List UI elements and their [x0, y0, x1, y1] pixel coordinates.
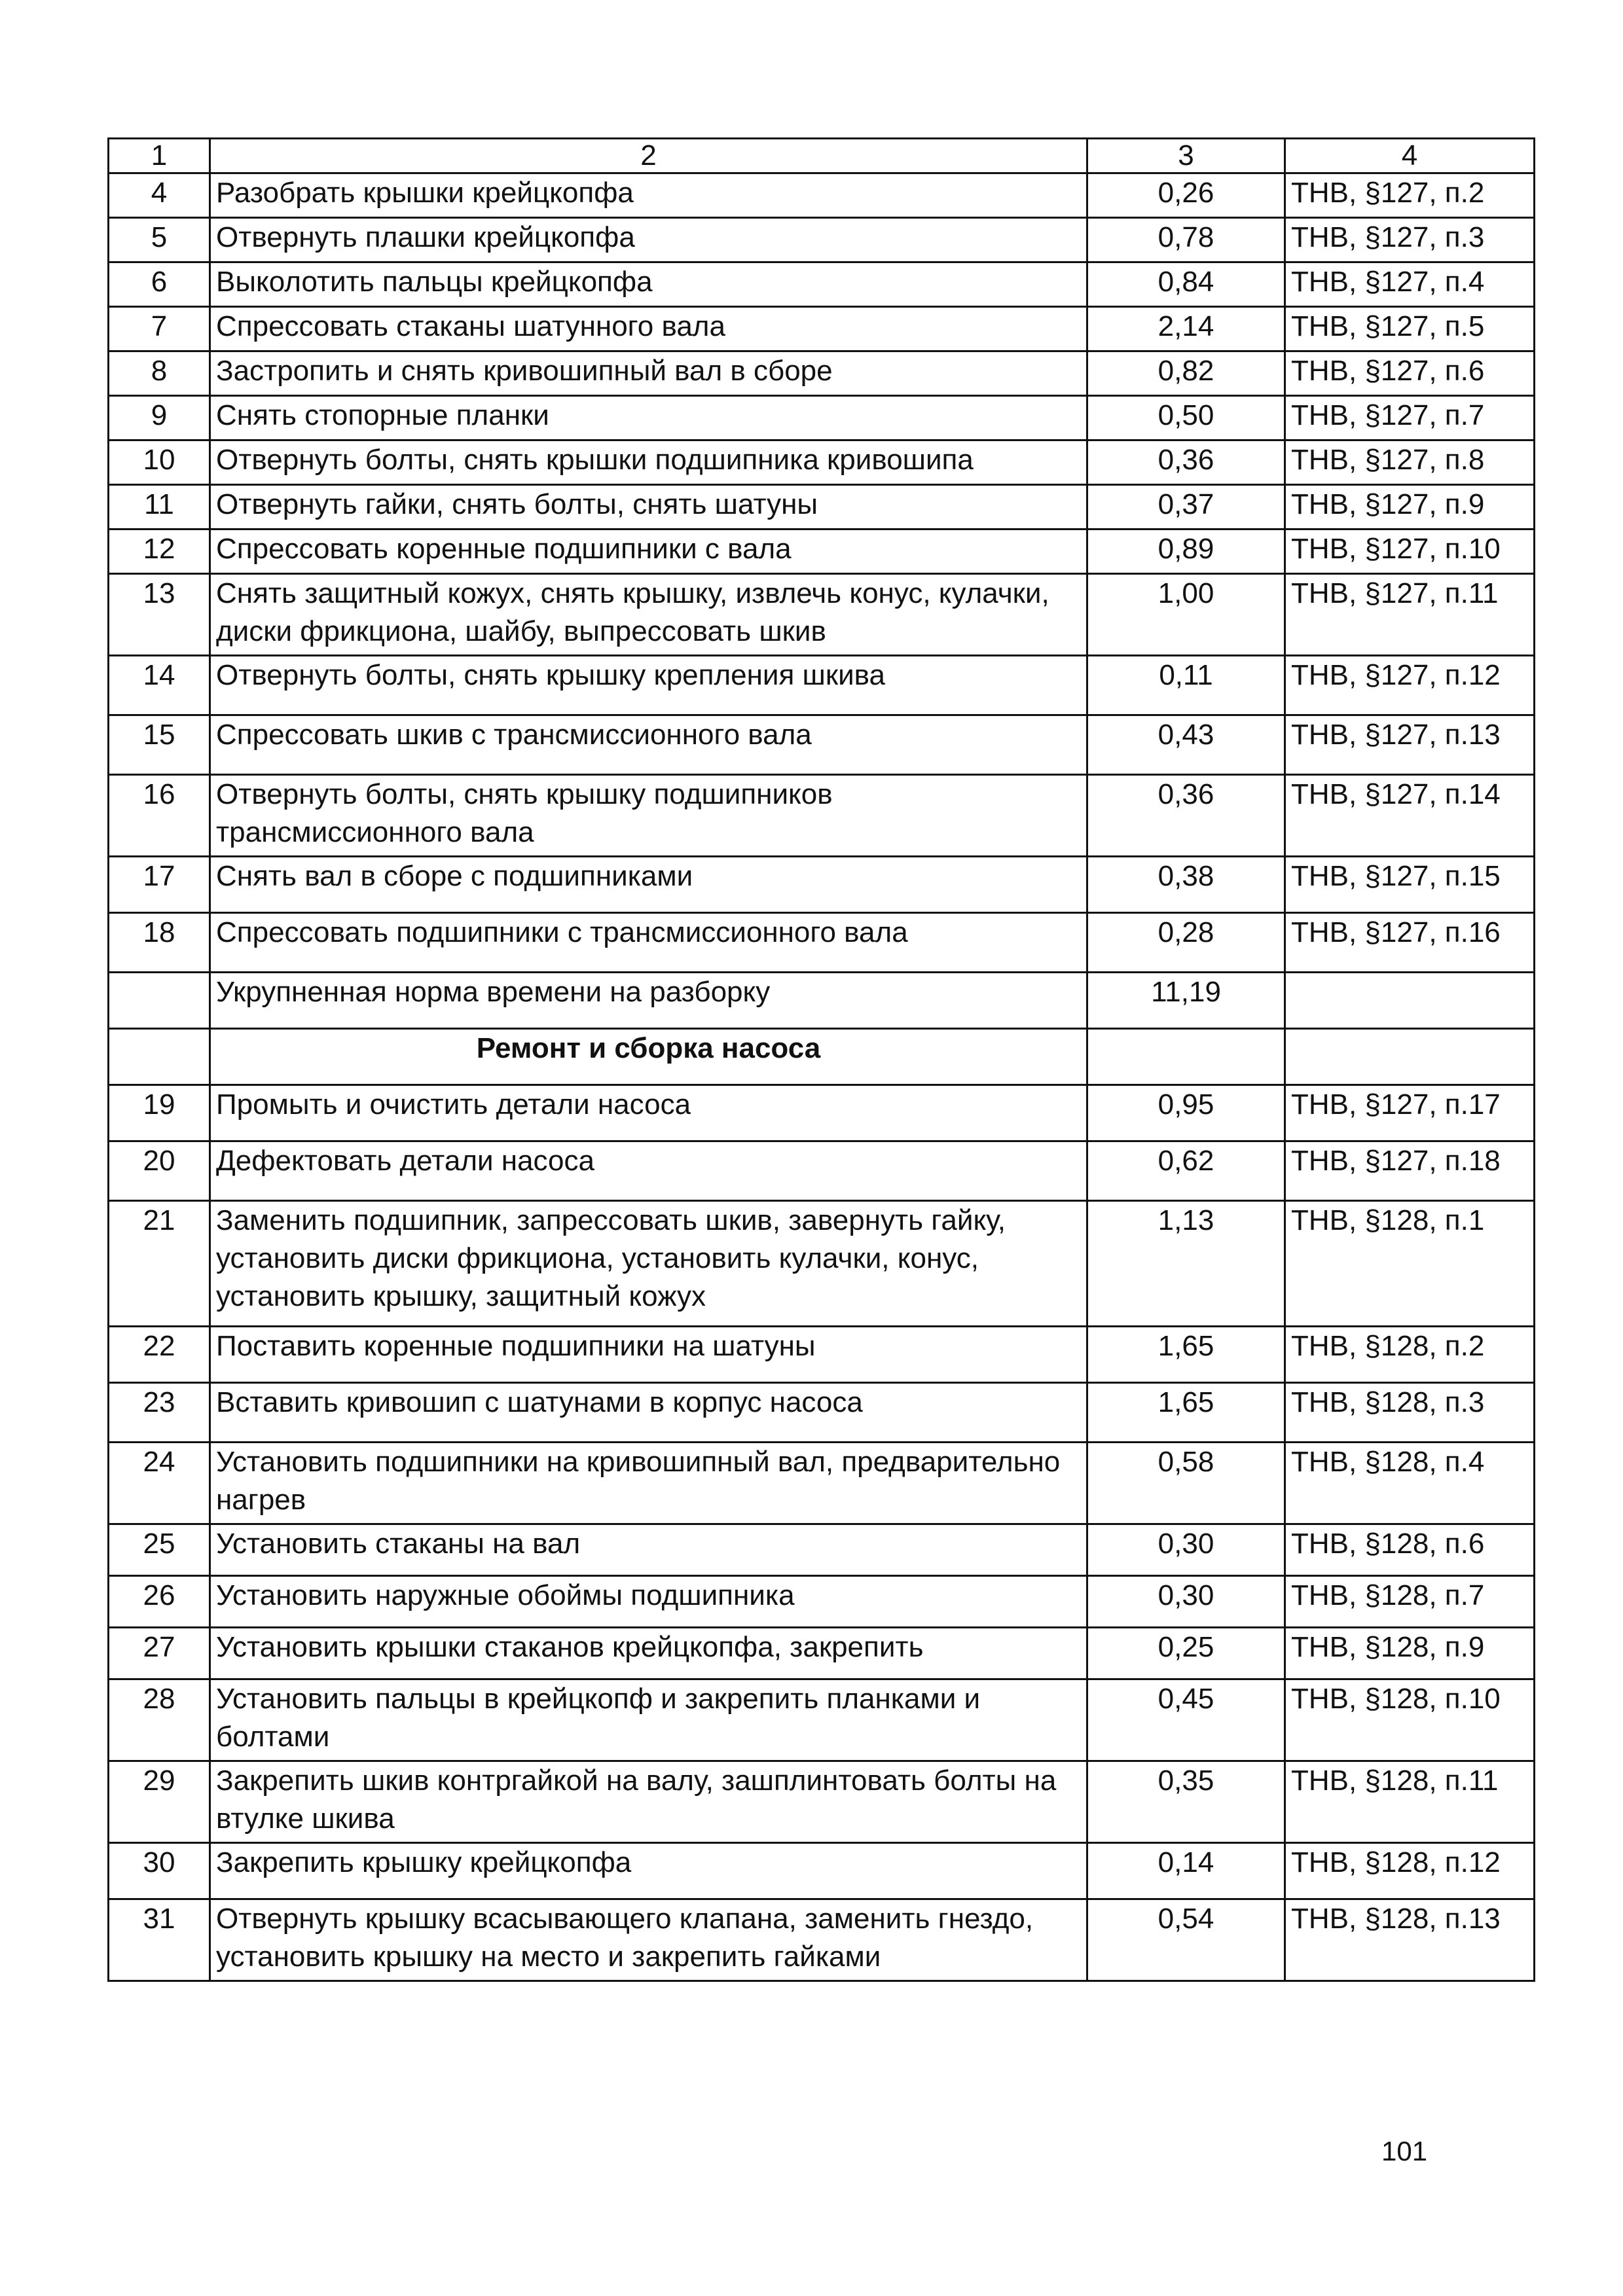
total-empty-cell	[109, 973, 210, 1029]
row-number: 6	[109, 262, 210, 307]
operation-text: Заменить подшипник, запрессовать шкив, завернуть гайку, установить диски фрикциона, установить кулачки, конус, установить крышку, защитный кожух	[210, 1201, 1087, 1327]
time-norm: 0,36	[1087, 440, 1285, 485]
table-row	[109, 529, 1535, 574]
row-number: 7	[109, 307, 210, 351]
table-row	[109, 307, 1535, 351]
table-row	[109, 1383, 1535, 1443]
page-number: 101	[1381, 2136, 1428, 2166]
operation-text: Закрепить шкив контргайкой на валу, зашплинтовать болты на втулке шкива	[210, 1761, 1087, 1843]
time-norm: 0,14	[1087, 1843, 1285, 1899]
table-row	[109, 218, 1535, 262]
operation-text: Спрессовать подшипники с трансмиссионного вала	[210, 913, 1087, 973]
table-row	[109, 715, 1535, 775]
operation-text: Дефектовать детали насоса	[210, 1141, 1087, 1201]
table-row	[109, 1761, 1535, 1843]
time-norm: 0,35	[1087, 1761, 1285, 1843]
norm-reference: ТНВ, §127, п.17	[1285, 1085, 1535, 1141]
table-row	[109, 574, 1535, 656]
row-number: 11	[109, 485, 210, 529]
table-row	[109, 656, 1535, 715]
row-number: 9	[109, 396, 210, 440]
table-row	[109, 485, 1535, 529]
row-number: 12	[109, 529, 210, 574]
table-row	[109, 396, 1535, 440]
operation-text: Выколотить пальцы крейцкопфа	[210, 262, 1087, 307]
time-norm: 0,78	[1087, 218, 1285, 262]
norm-reference: ТНВ, §127, п.13	[1285, 715, 1535, 775]
table-row	[109, 1201, 1535, 1327]
table-row	[109, 173, 1535, 218]
operation-text: Отвернуть плашки крейцкопфа	[210, 218, 1087, 262]
row-number: 24	[109, 1443, 210, 1524]
row-number: 28	[109, 1679, 210, 1761]
column-number-3: 3	[1087, 139, 1285, 173]
operation-text: Отвернуть болты, снять крышку крепления шкива	[210, 656, 1087, 715]
table-row	[109, 1576, 1535, 1628]
time-norms-table	[107, 137, 1535, 1982]
operation-text: Закрепить крышку крейцкопфа	[210, 1843, 1087, 1899]
time-norm: 2,14	[1087, 307, 1285, 351]
table-row	[109, 1843, 1535, 1899]
operation-text: Застропить и снять кривошипный вал в сборе	[210, 351, 1087, 396]
time-norm: 0,45	[1087, 1679, 1285, 1761]
row-number: 30	[109, 1843, 210, 1899]
norm-reference: ТНВ, §128, п.10	[1285, 1679, 1535, 1761]
row-number: 14	[109, 656, 210, 715]
time-norm: 0,36	[1087, 775, 1285, 857]
row-number: 4	[109, 173, 210, 218]
table-row	[109, 351, 1535, 396]
operation-text: Установить пальцы в крейцкопф и закрепить планками и болтами	[210, 1679, 1087, 1761]
row-number: 5	[109, 218, 210, 262]
operation-text: Промыть и очистить детали насоса	[210, 1085, 1087, 1141]
norm-reference: ТНВ, §127, п.7	[1285, 396, 1535, 440]
operation-text: Поставить коренные подшипники на шатуны	[210, 1327, 1087, 1383]
norm-reference: ТНВ, §127, п.10	[1285, 529, 1535, 574]
row-number: 31	[109, 1899, 210, 1981]
operation-text: Отвернуть болты, снять крышку подшипников трансмиссионного вала	[210, 775, 1087, 857]
norm-reference: ТНВ, §128, п.1	[1285, 1201, 1535, 1327]
norm-reference: ТНВ, §128, п.13	[1285, 1899, 1535, 1981]
time-norm: 0,25	[1087, 1628, 1285, 1679]
norm-reference: ТНВ, §127, п.2	[1285, 173, 1535, 218]
row-number: 8	[109, 351, 210, 396]
section-empty-cell	[109, 1029, 210, 1085]
table-row	[109, 1085, 1535, 1141]
operation-text: Спрессовать коренные подшипники с вала	[210, 529, 1087, 574]
time-norm: 0,43	[1087, 715, 1285, 775]
norm-reference: ТНВ, §128, п.6	[1285, 1524, 1535, 1576]
operation-text: Спрессовать стаканы шатунного вала	[210, 307, 1087, 351]
time-norm: 1,13	[1087, 1201, 1285, 1327]
time-norm: 1,00	[1087, 574, 1285, 656]
operation-text: Снять защитный кожух, снять крышку, извлечь конус, кулачки, диски фрикциона, шайбу, выпрессовать шкив	[210, 574, 1087, 656]
section-heading-row	[109, 1029, 1535, 1085]
column-number-1: 1	[109, 139, 210, 173]
norm-reference: ТНВ, §127, п.4	[1285, 262, 1535, 307]
section-empty-ref	[1285, 1029, 1535, 1085]
total-row	[109, 973, 1535, 1029]
norm-reference: ТНВ, §127, п.9	[1285, 485, 1535, 529]
operation-text: Отвернуть гайки, снять болты, снять шатуны	[210, 485, 1087, 529]
time-norm: 0,58	[1087, 1443, 1285, 1524]
total-empty-ref	[1285, 973, 1535, 1029]
row-number: 27	[109, 1628, 210, 1679]
row-number: 15	[109, 715, 210, 775]
table-row	[109, 1899, 1535, 1981]
table-row	[109, 775, 1535, 857]
time-norm: 0,26	[1087, 173, 1285, 218]
norm-reference: ТНВ, §127, п.11	[1285, 574, 1535, 656]
norm-reference: ТНВ, §128, п.2	[1285, 1327, 1535, 1383]
operation-text: Спрессовать шкив с трансмиссионного вала	[210, 715, 1087, 775]
table-row	[109, 1524, 1535, 1576]
row-number: 20	[109, 1141, 210, 1201]
norm-reference: ТНВ, §127, п.14	[1285, 775, 1535, 857]
time-norm: 0,28	[1087, 913, 1285, 973]
row-number: 16	[109, 775, 210, 857]
total-label: Укрупненная норма времени на разборку	[210, 973, 1087, 1029]
operation-text: Отвернуть крышку всасывающего клапана, заменить гнездо, установить крышку на место и закрепить гайками	[210, 1899, 1087, 1981]
table-body	[109, 139, 1535, 1981]
row-number: 10	[109, 440, 210, 485]
norm-reference: ТНВ, §128, п.3	[1285, 1383, 1535, 1443]
norm-reference: ТНВ, §127, п.5	[1285, 307, 1535, 351]
row-number: 13	[109, 574, 210, 656]
time-norm: 0,50	[1087, 396, 1285, 440]
time-norm: 0,62	[1087, 1141, 1285, 1201]
table-row	[109, 1443, 1535, 1524]
time-norm: 0,54	[1087, 1899, 1285, 1981]
table-row	[109, 913, 1535, 973]
time-norm: 0,89	[1087, 529, 1285, 574]
table-row	[109, 1628, 1535, 1679]
norm-reference: ТНВ, §128, п.9	[1285, 1628, 1535, 1679]
time-norm: 0,38	[1087, 857, 1285, 913]
time-norm: 1,65	[1087, 1383, 1285, 1443]
time-norm: 0,30	[1087, 1576, 1285, 1628]
column-number-row	[109, 139, 1535, 173]
operation-text: Вставить кривошип с шатунами в корпус насоса	[210, 1383, 1087, 1443]
norm-reference: ТНВ, §127, п.8	[1285, 440, 1535, 485]
norm-reference: ТНВ, §127, п.6	[1285, 351, 1535, 396]
table-row	[109, 1141, 1535, 1201]
time-norm: 0,11	[1087, 656, 1285, 715]
norm-reference: ТНВ, §128, п.4	[1285, 1443, 1535, 1524]
time-norm: 0,95	[1087, 1085, 1285, 1141]
operation-text: Установить наружные обоймы подшипника	[210, 1576, 1087, 1628]
row-number: 23	[109, 1383, 210, 1443]
operation-text: Отвернуть болты, снять крышки подшипника кривошипа	[210, 440, 1087, 485]
time-norm: 0,82	[1087, 351, 1285, 396]
operation-text: Установить подшипники на кривошипный вал, предварительно нагрев	[210, 1443, 1087, 1524]
row-number: 19	[109, 1085, 210, 1141]
norm-reference: ТНВ, §127, п.12	[1285, 656, 1535, 715]
table-row	[109, 440, 1535, 485]
time-norm: 1,65	[1087, 1327, 1285, 1383]
column-number-4: 4	[1285, 139, 1535, 173]
section-title: Ремонт и сборка насоса	[210, 1029, 1087, 1085]
norm-reference: ТНВ, §128, п.11	[1285, 1761, 1535, 1843]
row-number: 26	[109, 1576, 210, 1628]
table-row	[109, 262, 1535, 307]
row-number: 21	[109, 1201, 210, 1327]
operation-text: Установить стаканы на вал	[210, 1524, 1087, 1576]
row-number: 18	[109, 913, 210, 973]
norm-reference: ТНВ, §127, п.18	[1285, 1141, 1535, 1201]
total-time: 11,19	[1087, 973, 1285, 1029]
section-empty-time	[1087, 1029, 1285, 1085]
column-number-2: 2	[210, 139, 1087, 173]
time-norm: 0,84	[1087, 262, 1285, 307]
time-norm: 0,30	[1087, 1524, 1285, 1576]
norm-reference: ТНВ, §127, п.15	[1285, 857, 1535, 913]
operation-text: Снять стопорные планки	[210, 396, 1087, 440]
table-row	[109, 1679, 1535, 1761]
time-norm: 0,37	[1087, 485, 1285, 529]
operation-text: Установить крышки стаканов крейцкопфа, закрепить	[210, 1628, 1087, 1679]
norm-reference: ТНВ, §128, п.7	[1285, 1576, 1535, 1628]
norm-reference: ТНВ, §127, п.16	[1285, 913, 1535, 973]
table-row	[109, 857, 1535, 913]
norm-reference: ТНВ, §127, п.3	[1285, 218, 1535, 262]
row-number: 22	[109, 1327, 210, 1383]
row-number: 29	[109, 1761, 210, 1843]
table-row	[109, 1327, 1535, 1383]
norm-reference: ТНВ, §128, п.12	[1285, 1843, 1535, 1899]
row-number: 17	[109, 857, 210, 913]
operation-text: Разобрать крышки крейцкопфа	[210, 173, 1087, 218]
operation-text: Снять вал в сборе с подшипниками	[210, 857, 1087, 913]
row-number: 25	[109, 1524, 210, 1576]
